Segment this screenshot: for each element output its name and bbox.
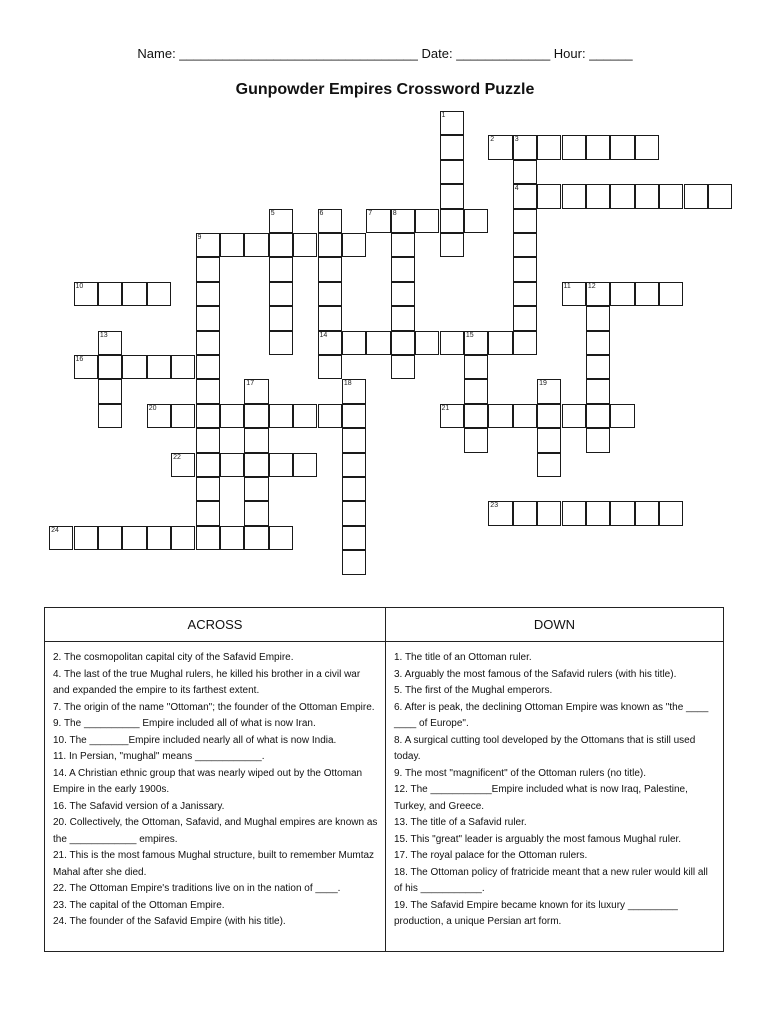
grid-cell[interactable] bbox=[586, 331, 610, 355]
across-clue-list bbox=[45, 642, 385, 931]
across-clue: 16. The Safavid version of a Janissary. bbox=[53, 800, 225, 812]
grid-cell[interactable] bbox=[244, 233, 268, 257]
grid-cell[interactable] bbox=[415, 331, 439, 355]
grid-cell[interactable] bbox=[464, 379, 488, 403]
across-clue: 11. In Persian, "mughal" means ____________. bbox=[53, 751, 265, 762]
clue-number: 18 bbox=[343, 380, 352, 388]
across-clue: 2. The cosmopolitan capital city of the Safavid Empire. bbox=[53, 652, 294, 663]
grid-cell[interactable] bbox=[98, 282, 122, 306]
grid-cell[interactable] bbox=[342, 404, 366, 428]
grid-cell[interactable] bbox=[220, 453, 244, 477]
across-clue: 23. The capital of the Ottoman Empire. bbox=[53, 899, 225, 911]
grid-cell[interactable] bbox=[440, 135, 464, 159]
down-clue: 17. The royal palace for the Ottoman rulers. bbox=[394, 850, 588, 861]
grid-cell[interactable] bbox=[269, 257, 293, 281]
grid-cell[interactable] bbox=[391, 331, 415, 355]
grid-cell[interactable] bbox=[562, 135, 586, 159]
across-clue: 21. This is the most famous Mughal structure, built to remember Mumtaz Mahal after she died. bbox=[53, 850, 375, 878]
grid-cell[interactable] bbox=[49, 526, 73, 550]
grid-cell[interactable] bbox=[196, 379, 220, 403]
grid-cell[interactable] bbox=[635, 184, 659, 208]
down-heading: DOWN bbox=[386, 608, 723, 642]
grid-cell[interactable] bbox=[464, 404, 488, 428]
grid-cell[interactable] bbox=[562, 404, 586, 428]
down-clue: 15. This "great" leader is arguably the most famous Mughal ruler. bbox=[394, 833, 682, 845]
grid-cell[interactable] bbox=[488, 331, 512, 355]
grid-cell[interactable] bbox=[366, 209, 390, 233]
across-clue: 20. Collectively, the Ottoman, Safavid, and Mughal empires are known as the ____________ empires. bbox=[53, 817, 378, 845]
grid-cell[interactable] bbox=[391, 306, 415, 330]
grid-cell[interactable] bbox=[537, 404, 561, 428]
grid-cell[interactable] bbox=[220, 233, 244, 257]
grid-cell[interactable] bbox=[610, 282, 634, 306]
grid-cell[interactable] bbox=[171, 404, 195, 428]
grid-cell[interactable] bbox=[464, 428, 488, 452]
grid-cell[interactable] bbox=[269, 331, 293, 355]
clue-number: 3 bbox=[514, 136, 519, 144]
clue-number: 11 bbox=[563, 282, 571, 290]
grid-cell[interactable] bbox=[635, 135, 659, 159]
grid-cell[interactable] bbox=[586, 184, 610, 208]
grid-cell[interactable] bbox=[244, 379, 268, 403]
grid-cell[interactable] bbox=[586, 306, 610, 330]
grid-cell[interactable] bbox=[513, 160, 537, 184]
grid-cell[interactable] bbox=[366, 331, 390, 355]
grid-cell[interactable] bbox=[610, 501, 634, 525]
grid-cell[interactable] bbox=[586, 428, 610, 452]
grid-cell[interactable] bbox=[586, 282, 610, 306]
grid-cell[interactable] bbox=[318, 355, 342, 379]
grid-cell[interactable] bbox=[562, 282, 586, 306]
clue-number: 1 bbox=[441, 112, 446, 119]
grid-cell[interactable] bbox=[196, 331, 220, 355]
grid-cell[interactable] bbox=[269, 453, 293, 477]
grid-cell[interactable] bbox=[293, 453, 317, 477]
grid-cell[interactable] bbox=[537, 184, 561, 208]
down-clue-list bbox=[386, 642, 723, 931]
grid-cell[interactable] bbox=[342, 501, 366, 525]
clue-number: 12 bbox=[587, 282, 596, 290]
grid-cell[interactable] bbox=[440, 331, 464, 355]
clue-number: 22 bbox=[173, 453, 181, 461]
grid-cell[interactable] bbox=[537, 135, 561, 159]
grid-cell[interactable] bbox=[147, 526, 171, 550]
grid-cell[interactable] bbox=[562, 501, 586, 525]
grid-cell[interactable] bbox=[659, 501, 683, 525]
clue-number: 4 bbox=[514, 185, 519, 193]
grid-cell[interactable] bbox=[562, 184, 586, 208]
down-clue: 12. The ___________Empire included what is now Iraq, Palestine, Turkey, and Greece. bbox=[394, 784, 688, 812]
across-clue: 7. The origin of the name "Ottoman"; the founder of the Ottoman Empire. bbox=[53, 701, 375, 713]
grid-cell[interactable] bbox=[342, 428, 366, 452]
grid-cell[interactable] bbox=[269, 282, 293, 306]
down-clue: 3. Arguably the most famous of the Safavid rulers (with his title). bbox=[394, 668, 677, 680]
down-clue: 5. The first of the Mughal emperors. bbox=[394, 685, 553, 696]
clue-number: 15 bbox=[465, 331, 474, 339]
grid-cell[interactable] bbox=[318, 257, 342, 281]
clue-number: 5 bbox=[270, 209, 275, 217]
across-heading: ACROSS bbox=[45, 608, 385, 642]
grid-cell[interactable] bbox=[464, 209, 488, 233]
grid-cell[interactable] bbox=[171, 526, 195, 550]
grid-cell[interactable] bbox=[171, 355, 195, 379]
grid-cell[interactable] bbox=[244, 477, 268, 501]
grid-cell[interactable] bbox=[196, 501, 220, 525]
grid-cell[interactable] bbox=[269, 306, 293, 330]
grid-cell[interactable] bbox=[464, 331, 488, 355]
grid-cell[interactable] bbox=[122, 282, 146, 306]
clue-number: 14 bbox=[319, 331, 328, 339]
grid-cell[interactable] bbox=[244, 404, 268, 428]
grid-cell[interactable] bbox=[196, 306, 220, 330]
grid-cell[interactable] bbox=[488, 404, 512, 428]
across-clue: 24. The founder of the Safavid Empire (with his title). bbox=[53, 916, 286, 927]
grid-cell[interactable] bbox=[147, 355, 171, 379]
across-clue: 4. The last of the true Mughal rulers, he killed his brother in a civil war and expanded the empire to its farthest extent. bbox=[53, 668, 361, 696]
grid-cell[interactable] bbox=[74, 526, 98, 550]
clue-number: 7 bbox=[368, 209, 373, 217]
grid-cell[interactable] bbox=[586, 501, 610, 525]
name-date-hour-line: Name: _________________________________ Date: _____________ Hour: ______ bbox=[137, 46, 633, 61]
grid-cell[interactable] bbox=[513, 233, 537, 257]
grid-cell[interactable] bbox=[318, 331, 342, 355]
grid-cell[interactable] bbox=[122, 526, 146, 550]
grid-cell[interactable] bbox=[415, 209, 439, 233]
grid-cell[interactable] bbox=[293, 233, 317, 257]
grid-cell[interactable] bbox=[440, 209, 464, 233]
grid-cell[interactable] bbox=[684, 184, 708, 208]
grid-cell[interactable] bbox=[196, 257, 220, 281]
grid-cell[interactable] bbox=[391, 282, 415, 306]
grid-cell[interactable] bbox=[122, 355, 146, 379]
grid-cell[interactable] bbox=[659, 282, 683, 306]
grid-cell[interactable] bbox=[342, 453, 366, 477]
down-clue: 13. The title of a Safavid ruler. bbox=[394, 817, 527, 828]
grid-cell[interactable] bbox=[196, 282, 220, 306]
grid-cell[interactable] bbox=[708, 184, 732, 208]
clue-number: 19 bbox=[539, 380, 547, 388]
clue-number: 6 bbox=[319, 209, 324, 217]
grid-cell[interactable] bbox=[513, 135, 537, 159]
grid-cell[interactable] bbox=[513, 404, 537, 428]
clue-number: 13 bbox=[99, 331, 108, 339]
grid-cell[interactable] bbox=[586, 379, 610, 403]
across-clue: 10. The _______Empire included nearly all of what is now India. bbox=[53, 734, 337, 746]
down-clue: 18. The Ottoman policy of fratricide meant that a new ruler would kill all of his ___________. bbox=[394, 866, 708, 894]
grid-cell[interactable] bbox=[391, 355, 415, 379]
grid-cell[interactable] bbox=[98, 331, 122, 355]
grid-cell[interactable] bbox=[98, 355, 122, 379]
grid-cell[interactable] bbox=[318, 282, 342, 306]
across-column bbox=[45, 608, 386, 951]
grid-cell[interactable] bbox=[318, 233, 342, 257]
grid-cell[interactable] bbox=[269, 526, 293, 550]
grid-cell[interactable] bbox=[659, 184, 683, 208]
down-clue: 19. The Safavid Empire became known for its luxury _________ production, a unique Persian art form. bbox=[394, 899, 678, 927]
grid-cell[interactable] bbox=[98, 404, 122, 428]
grid-cell[interactable] bbox=[196, 404, 220, 428]
grid-cell[interactable] bbox=[440, 404, 464, 428]
grid-cell[interactable] bbox=[513, 282, 537, 306]
clue-number: 9 bbox=[197, 234, 202, 241]
grid-cell[interactable] bbox=[537, 379, 561, 403]
grid-cell[interactable] bbox=[269, 404, 293, 428]
grid-cell[interactable] bbox=[440, 233, 464, 257]
grid-cell[interactable] bbox=[293, 404, 317, 428]
grid-cell[interactable] bbox=[318, 209, 342, 233]
down-clue: 6. After is peak, the declining Ottoman Empire was known as "the ____ ____ of Europe". bbox=[394, 701, 709, 729]
grid-cell[interactable] bbox=[196, 453, 220, 477]
grid-cell[interactable] bbox=[244, 526, 268, 550]
grid-cell[interactable] bbox=[513, 306, 537, 330]
page-title: Gunpowder Empires Crossword Puzzle bbox=[235, 81, 535, 98]
grid-cell[interactable] bbox=[513, 184, 537, 208]
grid-cell[interactable] bbox=[342, 379, 366, 403]
grid-cell[interactable] bbox=[488, 135, 512, 159]
clue-number: 23 bbox=[490, 502, 499, 510]
grid-cell[interactable] bbox=[220, 404, 244, 428]
grid-cell[interactable] bbox=[220, 526, 244, 550]
grid-cell[interactable] bbox=[171, 453, 195, 477]
grid-cell[interactable] bbox=[464, 355, 488, 379]
grid-cell[interactable] bbox=[342, 477, 366, 501]
grid-cell[interactable] bbox=[196, 477, 220, 501]
down-column bbox=[386, 608, 723, 951]
grid-cell[interactable] bbox=[610, 404, 634, 428]
clue-number: 17 bbox=[246, 380, 255, 388]
grid-cell[interactable] bbox=[586, 135, 610, 159]
down-clue: 1. The title of an Ottoman ruler. bbox=[394, 652, 532, 663]
grid-cell[interactable] bbox=[537, 428, 561, 452]
grid-cell[interactable] bbox=[318, 306, 342, 330]
across-clue: 14. A Christian ethnic group that was nearly wiped out by the Ottoman Empire in the early 1900s. bbox=[53, 767, 363, 795]
grid-cell[interactable] bbox=[586, 404, 610, 428]
down-clue: 9. The most "magnificent" of the Ottoman rulers (no title). bbox=[394, 767, 647, 779]
grid-cell[interactable] bbox=[391, 233, 415, 257]
grid-cell[interactable] bbox=[342, 526, 366, 550]
grid-cell[interactable] bbox=[610, 184, 634, 208]
grid-cell[interactable] bbox=[147, 282, 171, 306]
clue-number: 20 bbox=[148, 404, 157, 412]
grid-cell[interactable] bbox=[98, 379, 122, 403]
grid-cell[interactable] bbox=[635, 501, 659, 525]
grid-cell[interactable] bbox=[74, 355, 98, 379]
grid-cell[interactable] bbox=[244, 428, 268, 452]
grid-cell[interactable] bbox=[147, 404, 171, 428]
across-clue: 9. The __________ Empire included all of what is now Iran. bbox=[53, 718, 316, 729]
grid-cell[interactable] bbox=[391, 257, 415, 281]
grid-cell[interactable] bbox=[74, 282, 98, 306]
grid-cell[interactable] bbox=[513, 209, 537, 233]
clue-number: 16 bbox=[75, 356, 84, 363]
grid-cell[interactable] bbox=[513, 331, 537, 355]
grid-cell[interactable] bbox=[488, 501, 512, 525]
grid-cell[interactable] bbox=[196, 233, 220, 257]
grid-cell[interactable] bbox=[98, 526, 122, 550]
grid-cell[interactable] bbox=[440, 184, 464, 208]
grid-cell[interactable] bbox=[196, 526, 220, 550]
clue-number: 21 bbox=[441, 404, 450, 412]
down-clue: 8. A surgical cutting tool developed by the Ottomans that is still used today. bbox=[394, 734, 696, 762]
clue-number: 10 bbox=[75, 282, 84, 290]
grid-cell[interactable] bbox=[244, 453, 268, 477]
grid-cell[interactable] bbox=[342, 331, 366, 355]
across-clue: 22. The Ottoman Empire's traditions live on in the nation of ____. bbox=[53, 883, 341, 894]
grid-cell[interactable] bbox=[537, 453, 561, 477]
grid-cell[interactable] bbox=[513, 257, 537, 281]
grid-cell[interactable] bbox=[537, 501, 561, 525]
grid-cell[interactable] bbox=[635, 282, 659, 306]
grid-cell[interactable] bbox=[513, 501, 537, 525]
grid-cell[interactable] bbox=[610, 135, 634, 159]
grid-cell[interactable] bbox=[318, 404, 342, 428]
grid-cell[interactable] bbox=[586, 355, 610, 379]
grid-cell[interactable] bbox=[391, 209, 415, 233]
clue-number: 24 bbox=[51, 526, 59, 534]
grid-cell[interactable] bbox=[196, 355, 220, 379]
grid-cell[interactable] bbox=[244, 501, 268, 525]
grid-cell[interactable] bbox=[342, 550, 366, 574]
grid-cell[interactable] bbox=[342, 233, 366, 257]
clue-number: 2 bbox=[490, 136, 495, 144]
clue-number: 8 bbox=[392, 209, 397, 217]
grid-cell[interactable] bbox=[440, 111, 464, 135]
grid-cell[interactable] bbox=[269, 209, 293, 233]
grid-cell[interactable] bbox=[269, 233, 293, 257]
grid-cell[interactable] bbox=[440, 160, 464, 184]
grid-cell[interactable] bbox=[196, 428, 220, 452]
clue-table bbox=[44, 607, 724, 952]
